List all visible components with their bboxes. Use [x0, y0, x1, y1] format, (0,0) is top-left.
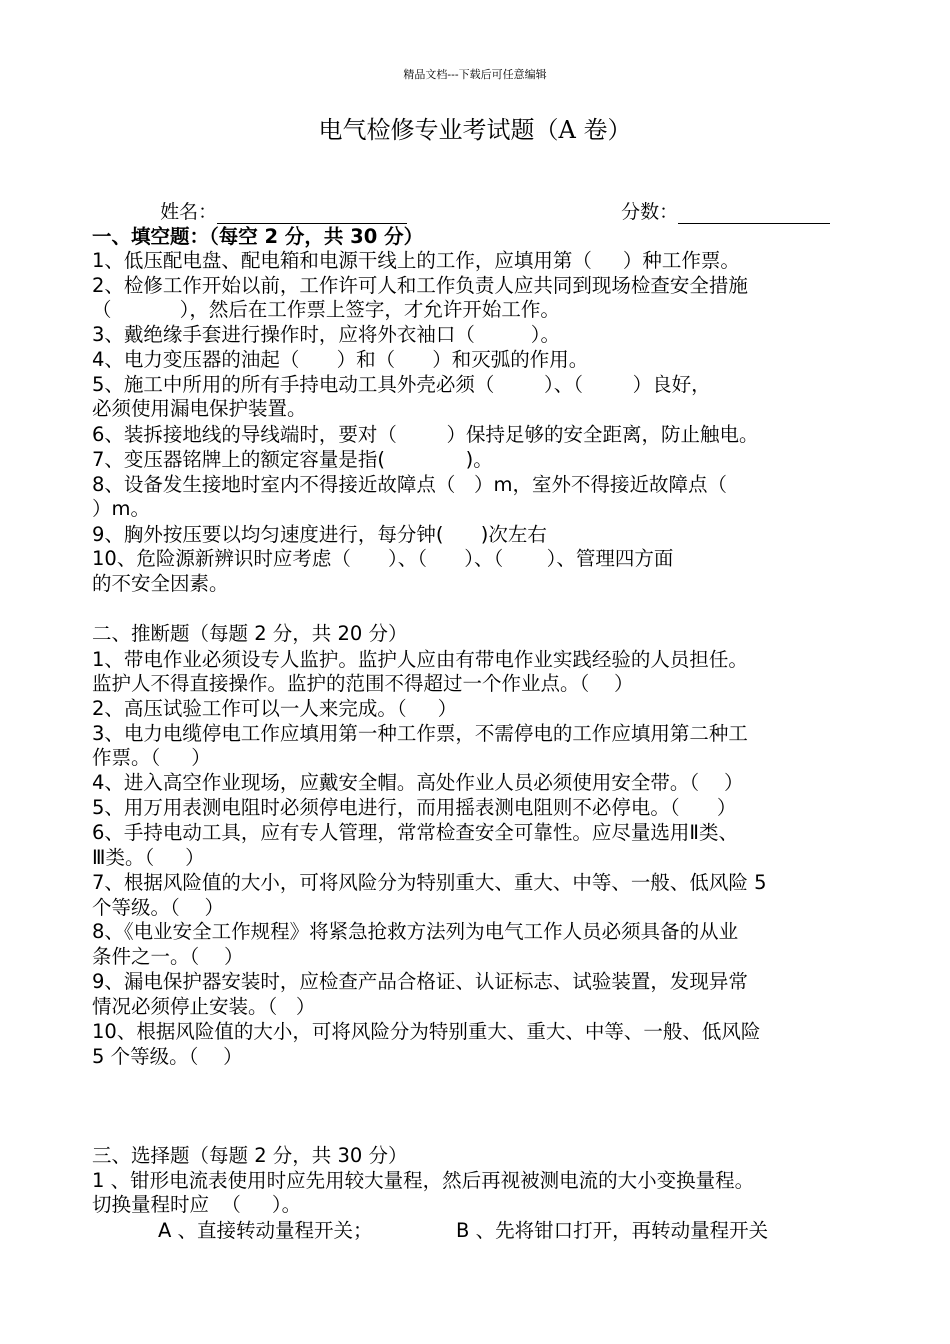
- section1-line: ）m。: [92, 497, 150, 520]
- page-title: 电气检修专业考试题（A 卷）: [318, 116, 632, 144]
- section3-line: 1 、钳形电流表使用时应先用较大量程，然后再视被测电流的大小变换量程。: [92, 1169, 755, 1192]
- score-field: [609, 175, 830, 224]
- section1-line: 10、危险源新辨识时应考虑（ ）、（ ）、（ ）、管理四方面: [92, 547, 674, 570]
- section1-line: 5、施工中所用的所有手持电动工具外壳必须（ ）、（ ）良好，: [92, 373, 711, 396]
- section2-line: 3、电力电缆停电工作应填用第一种工作票，不需停电的工作应填用第二种工: [92, 722, 748, 745]
- score-label: 分数：: [621, 201, 679, 223]
- section2-line: 监护人不得直接操作。监护的范围不得超过一个作业点。（ ）: [92, 672, 634, 695]
- section1-heading: 一、填空题：（每空 2 分，共 30 分）: [92, 225, 424, 248]
- section2-heading: 二、推断题（每题 2 分，共 20 分）: [92, 622, 408, 645]
- section2-line: 作票。（ ）: [92, 746, 211, 769]
- section2-line: 5、用万用表测电阻时必须停电进行，而用摇表测电阻则不必停电。（ ）: [92, 796, 737, 819]
- header-note: 精品文档---下载后可任意编辑: [403, 68, 547, 81]
- option-b: B 、先将钳口打开，再转动量程开关: [456, 1219, 769, 1242]
- name-field: [148, 175, 407, 224]
- section1-line: （ ），然后在工作票上签字，才允许开始工作。: [92, 298, 560, 321]
- section2-line: 4、进入高空作业现场，应戴安全帽。高处作业人员必须使用安全带。（ ）: [92, 771, 744, 794]
- section2-line: 个等级。（ ）: [92, 896, 225, 919]
- section2-line: 6、手持电动工具，应有专人管理，常常检查安全可靠性。应尽量选用Ⅱ类、: [92, 821, 739, 844]
- section1-line: 9、胸外按压要以均匀速度进行，每分钟( )次左右: [92, 523, 547, 546]
- section1-line: 7、变压器铭牌上的额定容量是指( )。: [92, 448, 493, 471]
- section2-line: 情况必须停止安装。（ ）: [92, 995, 316, 1018]
- section2-line: 7、根据风险值的大小，可将风险分为特别重大、重大、中等、一般、低风险 5: [92, 871, 767, 894]
- section1-line: 4、电力变压器的油起（ ）和（ ）和灭弧的作用。: [92, 348, 589, 371]
- section1-line: 的不安全因素。: [92, 572, 229, 595]
- option-a: A 、直接转动量程开关；: [158, 1219, 373, 1242]
- section1-line: 6、装拆接地线的导线端时，要对（ ）保持足够的安全距离，防止触电。: [92, 423, 759, 446]
- section2-line: 5 个等级。（ ）: [92, 1045, 243, 1068]
- section1-line: 3、戴绝缘手套进行操作时，应将外衣袖口（ ）。: [92, 323, 560, 346]
- section2-line: Ⅲ类。（ ）: [92, 846, 205, 869]
- section3-line: 切换量程时应 （ ）。: [92, 1193, 302, 1216]
- section1-line: 2、检修工作开始以前，工作许可人和工作负责人应共同到现场检查安全措施: [92, 274, 748, 297]
- section2-line: 条件之一。（ ）: [92, 945, 244, 968]
- section2-line: 10、根据风险值的大小，可将风险分为特别重大、重大、中等、一般、低风险: [92, 1020, 761, 1043]
- section1-line: 1、低压配电盘、配电箱和电源干线上的工作，应填用第（ ）种工作票。: [92, 249, 740, 272]
- section2-line: 2、高压试验工作可以一人来完成。（ ）: [92, 697, 458, 720]
- section2-line: 1、带电作业必须设专人监护。监护人应由有带电作业实践经验的人员担任。: [92, 648, 748, 671]
- section2-line: 8、《电业安全工作规程》将紧急抢救方法列为电气工作人员必须具备的从业: [92, 920, 739, 943]
- name-blank[interactable]: [217, 203, 407, 224]
- section1-line: 必须使用漏电保护装置。: [92, 397, 307, 420]
- section1-line: 8、设备发生接地时室内不得接近故障点（ ）m，室外不得接近故障点（: [92, 473, 727, 496]
- section3-heading: 三、选择题（每题 2 分，共 30 分）: [92, 1144, 408, 1167]
- name-label: 姓名：: [160, 201, 218, 223]
- score-blank[interactable]: [678, 203, 830, 224]
- section2-line: 9、漏电保护器安装时，应检查产品合格证、认证标志、试验装置，发现异常: [92, 970, 748, 993]
